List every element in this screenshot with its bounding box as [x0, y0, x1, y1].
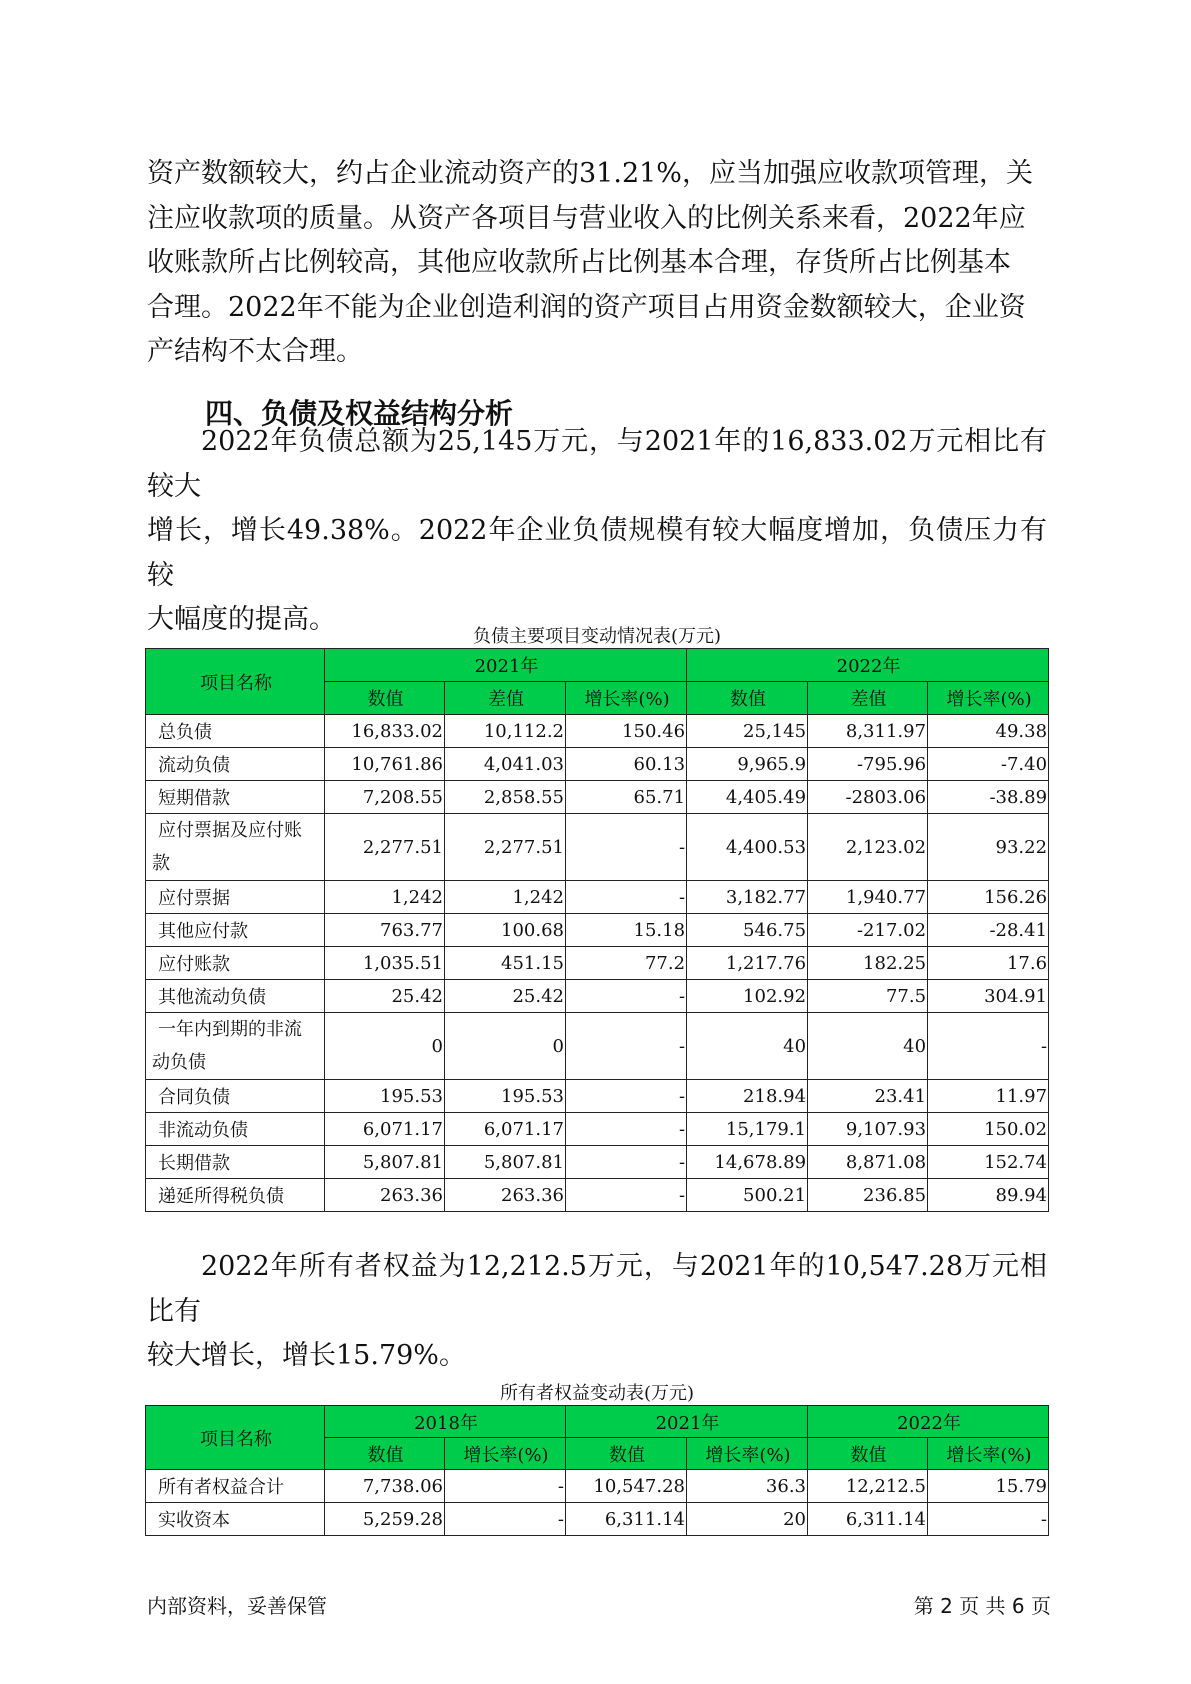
cell: 1,217.76	[687, 947, 808, 980]
cell: 218.94	[687, 1080, 808, 1113]
paragraph-line: 大幅度的提高。	[147, 604, 336, 635]
cell: 40	[687, 1013, 808, 1080]
cell: 7,208.55	[325, 781, 445, 814]
cell: 2,277.51	[445, 814, 566, 881]
cell: 7,738.06	[325, 1470, 445, 1503]
row-name	[146, 1013, 325, 1080]
cell: 11.97	[928, 1080, 1049, 1113]
header-difference: 差值	[445, 682, 566, 715]
table-row	[146, 1013, 1049, 1080]
cell: 6,071.17	[445, 1113, 566, 1146]
row-name-line: 一年内到期的非流	[158, 1019, 302, 1040]
paragraph-equity	[147, 1245, 1047, 1379]
cell: -	[566, 980, 687, 1013]
table-caption-equity: 所有者权益变动表(万元)	[499, 1383, 695, 1404]
cell: 77.5	[808, 980, 928, 1013]
cell: 6,071.17	[325, 1113, 445, 1146]
cell: 451.15	[445, 947, 566, 980]
header-value: 数值	[566, 1438, 687, 1470]
cell: -	[566, 1113, 687, 1146]
cell: -	[566, 1179, 687, 1212]
paragraph-line: 资产数额较大，约占企业流动资产的31.21%，应当加强应收款项管理，关	[147, 158, 1033, 189]
cell: 65.71	[566, 781, 687, 814]
cell: -	[566, 1146, 687, 1179]
footer-confidential-note: 内部资料，妥善保管	[147, 1594, 327, 1618]
paragraph-line: 较大增长，增长15.79%。	[147, 1340, 466, 1371]
cell: 4,405.49	[687, 781, 808, 814]
table-row	[146, 1179, 1049, 1212]
paragraph-line: 增长，增长49.38%。2022年企业负债规模有较大幅度增加，负债压力有较	[147, 515, 1047, 591]
cell: -	[928, 1503, 1049, 1536]
paragraph-line: 收账款所占比例较高，其他应收款所占比例基本合理，存货所占比例基本	[147, 247, 1011, 278]
paragraph-line: 产结构不太合理。	[147, 336, 363, 367]
row-name-line: 应付票据及应付账	[158, 820, 302, 841]
header-growth-rate: 增长率(%)	[445, 1438, 566, 1470]
cell: 3,182.77	[687, 881, 808, 914]
cell: 0	[325, 1013, 445, 1080]
paragraph-line: 2022年所有者权益为12,212.5万元，与2021年的10,547.28万元相比有	[147, 1251, 1047, 1327]
cell: 12,212.5	[808, 1470, 928, 1503]
table-row	[146, 1113, 1049, 1146]
cell: 1,035.51	[325, 947, 445, 980]
row-name: 应付账款	[146, 947, 325, 980]
row-name-line: 款	[152, 853, 170, 874]
table-row	[146, 748, 1049, 781]
cell: 156.26	[928, 881, 1049, 914]
header-value: 数值	[325, 682, 445, 715]
cell: 10,112.2	[445, 715, 566, 748]
row-name: 长期借款	[146, 1146, 325, 1179]
row-name: 非流动负债	[146, 1113, 325, 1146]
header-year: 2022年	[808, 1406, 1049, 1438]
header-year: 2021年	[566, 1406, 808, 1438]
header-growth-rate: 增长率(%)	[687, 1438, 808, 1470]
liabilities-table	[145, 648, 1049, 1212]
row-name: 合同负债	[146, 1080, 325, 1113]
cell: 25.42	[325, 980, 445, 1013]
cell: 15.79	[928, 1470, 1049, 1503]
cell: 304.91	[928, 980, 1049, 1013]
cell: 25.42	[445, 980, 566, 1013]
page-number: 第 2 页 共 6 页	[913, 1594, 1051, 1618]
cell: -	[445, 1470, 566, 1503]
header-growth-rate: 增长率(%)	[928, 682, 1049, 715]
header-difference: 差值	[808, 682, 928, 715]
table-row	[146, 947, 1049, 980]
cell: 1,242	[325, 881, 445, 914]
cell: 5,807.81	[325, 1146, 445, 1179]
table-row	[146, 980, 1049, 1013]
cell: 150.46	[566, 715, 687, 748]
cell: 20	[687, 1503, 808, 1536]
cell: 182.25	[808, 947, 928, 980]
paragraph-liabilities	[147, 420, 1047, 643]
row-name: 所有者权益合计	[146, 1470, 325, 1503]
cell: 100.68	[445, 914, 566, 947]
paragraph-line: 注应收款项的质量。从资产各项目与营业收入的比例关系来看，2022年应	[147, 202, 1026, 234]
table-row	[146, 715, 1049, 748]
cell: -	[445, 1503, 566, 1536]
row-name: 总负债	[146, 715, 325, 748]
cell: 763.77	[325, 914, 445, 947]
cell: 40	[808, 1013, 928, 1080]
cell: 2,123.02	[808, 814, 928, 881]
table-row	[146, 1146, 1049, 1179]
cell: -28.41	[928, 914, 1049, 947]
row-name: 实收资本	[146, 1503, 325, 1536]
cell: 9,965.9	[687, 748, 808, 781]
header-value: 数值	[808, 1438, 928, 1470]
cell: 16,833.02	[325, 715, 445, 748]
cell: -7.40	[928, 748, 1049, 781]
cell: 500.21	[687, 1179, 808, 1212]
row-name: 应付票据	[146, 881, 325, 914]
cell: 4,400.53	[687, 814, 808, 881]
row-name: 其他应付款	[146, 914, 325, 947]
row-name-line: 动负债	[152, 1052, 206, 1073]
cell: 23.41	[808, 1080, 928, 1113]
table-row	[146, 914, 1049, 947]
cell: -	[566, 814, 687, 881]
table-row	[146, 1080, 1049, 1113]
header-item-name: 项目名称	[146, 1406, 325, 1470]
header-year: 2022年	[687, 649, 1049, 682]
row-name: 短期借款	[146, 781, 325, 814]
cell: 236.85	[808, 1179, 928, 1212]
paragraph-line: 2022年负债总额为25,145万元，与2021年的16,833.02万元相比有较大	[147, 426, 1047, 502]
table-row	[146, 881, 1049, 914]
paragraph-asset-structure	[147, 152, 1047, 375]
cell: 102.92	[687, 980, 808, 1013]
cell: 49.38	[928, 715, 1049, 748]
cell: 0	[445, 1013, 566, 1080]
row-name: 流动负债	[146, 748, 325, 781]
table-row	[146, 1503, 1049, 1536]
cell: 8,311.97	[808, 715, 928, 748]
cell: 5,259.28	[325, 1503, 445, 1536]
header-year: 2021年	[325, 649, 687, 682]
cell: -	[928, 1013, 1049, 1080]
cell: -	[566, 1013, 687, 1080]
cell: 2,858.55	[445, 781, 566, 814]
table-row	[146, 781, 1049, 814]
cell: 6,311.14	[808, 1503, 928, 1536]
cell: -	[566, 1080, 687, 1113]
cell: 17.6	[928, 947, 1049, 980]
cell: 25,145	[687, 715, 808, 748]
cell: -795.96	[808, 748, 928, 781]
row-name: 递延所得税负债	[146, 1179, 325, 1212]
table-caption-liabilities: 负债主要项目变动情况表(万元)	[472, 626, 722, 647]
cell: 10,761.86	[325, 748, 445, 781]
cell: 1,242	[445, 881, 566, 914]
cell: 546.75	[687, 914, 808, 947]
cell: 263.36	[445, 1179, 566, 1212]
cell: -2803.06	[808, 781, 928, 814]
table-row	[146, 1470, 1049, 1503]
equity-table	[145, 1405, 1049, 1536]
cell: 15.18	[566, 914, 687, 947]
cell: 6,311.14	[566, 1503, 687, 1536]
cell: 36.3	[687, 1470, 808, 1503]
cell: 93.22	[928, 814, 1049, 881]
header-growth-rate: 增长率(%)	[928, 1438, 1049, 1470]
table-row	[146, 814, 1049, 881]
cell: 5,807.81	[445, 1146, 566, 1179]
cell: 15,179.1	[687, 1113, 808, 1146]
cell: -217.02	[808, 914, 928, 947]
cell: -	[566, 881, 687, 914]
cell: 77.2	[566, 947, 687, 980]
cell: 152.74	[928, 1146, 1049, 1179]
row-name: 其他流动负债	[146, 980, 325, 1013]
header-item-name: 项目名称	[146, 649, 325, 715]
cell: 14,678.89	[687, 1146, 808, 1179]
cell: 2,277.51	[325, 814, 445, 881]
row-name	[146, 814, 325, 881]
header-growth-rate: 增长率(%)	[566, 682, 687, 715]
section-heading: 四、负债及权益结构分析	[205, 397, 514, 430]
cell: 1,940.77	[808, 881, 928, 914]
cell: 9,107.93	[808, 1113, 928, 1146]
cell: 60.13	[566, 748, 687, 781]
paragraph-line: 合理。2022年不能为企业创造利润的资产项目占用资金数额较大，企业资	[147, 291, 1026, 323]
header-year: 2018年	[325, 1406, 566, 1438]
cell: 10,547.28	[566, 1470, 687, 1503]
cell: 8,871.08	[808, 1146, 928, 1179]
header-value: 数值	[687, 682, 808, 715]
cell: -38.89	[928, 781, 1049, 814]
cell: 263.36	[325, 1179, 445, 1212]
cell: 195.53	[445, 1080, 566, 1113]
cell: 150.02	[928, 1113, 1049, 1146]
cell: 89.94	[928, 1179, 1049, 1212]
header-value: 数值	[325, 1438, 445, 1470]
cell: 195.53	[325, 1080, 445, 1113]
cell: 4,041.03	[445, 748, 566, 781]
